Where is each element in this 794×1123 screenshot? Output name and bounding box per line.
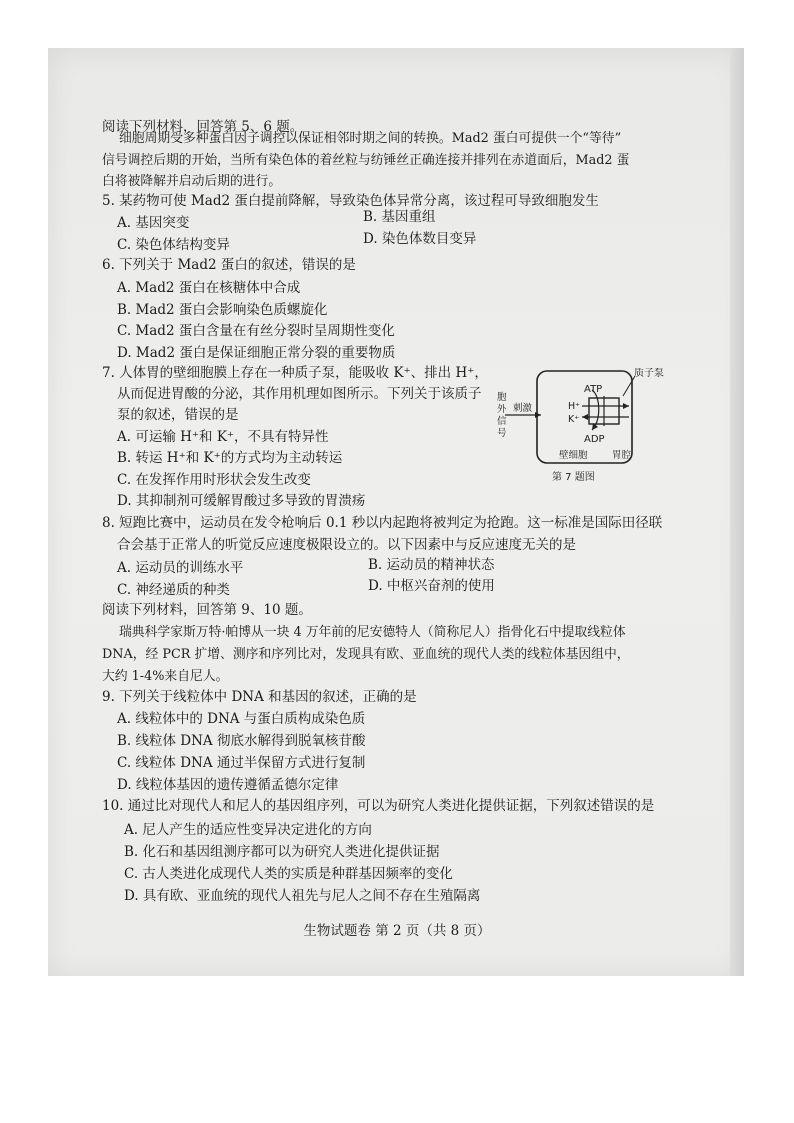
q5-stem: 5. 某药物可使 Mad2 蛋白提前降解，导致染色体异常分离，该过程可导致细胞发生: [102, 193, 599, 209]
q10-option-b: B. 化石和基因组测序都可以为研究人类进化提供证据: [124, 844, 440, 860]
q6-option-c: C. Mad2 蛋白含量在有丝分裂时呈周期性变化: [117, 323, 395, 339]
q8-stem-line-1: 8. 短跑比赛中，运动员在发令枪响后 0.1 秒以内起跑将被判定为抢跑。这一标准是国际田径联: [102, 515, 663, 531]
q10-option-c: C. 古人类进化成现代人类的实质是种群基因频率的变化: [124, 866, 453, 882]
q8-option-a: A. 运动员的训练水平: [117, 560, 244, 576]
label-stimulus: 刺激: [513, 403, 533, 414]
q5-option-d: D. 染色体数目变异: [363, 231, 477, 247]
q6-option-d: D. Mad2 蛋白是保证细胞正常分裂的重要物质: [117, 345, 396, 361]
q9-option-a: A. 线粒体中的 DNA 与蛋白质构成染色质: [117, 711, 366, 727]
proton-pump-diagram: [497, 368, 687, 486]
q5-option-b: B. 基因重组: [363, 209, 436, 225]
section1-intro: 阅读下列材料，回答第 5、6 题。: [102, 119, 304, 135]
q7-option-c: C. 在发挥作用时形状会发生改变: [117, 472, 311, 488]
q9-option-d: D. 线粒体基因的遗传遵循孟德尔定律: [117, 777, 339, 793]
label-signal-2: 外: [497, 404, 507, 415]
q5-option-a: A. 基因突变: [117, 215, 190, 231]
material2-line-2: DNA，经 PCR 扩增、测序和序列比对，发现具有欧、亚血统的现代人类的线粒体基因组中，: [102, 647, 630, 662]
label-signal-4: 号: [497, 428, 507, 439]
q6-option-b: B. Mad2 蛋白会影响染色质螺旋化: [117, 302, 328, 318]
q8-stem-line-2: 合会基于正常人的听觉反应速度极限设立的。以下因素中与反应速度无关的是: [117, 537, 576, 553]
q7-stem-line-2: 从而促进胃酸的分泌，其作用机理如图所示。下列关于该质子: [117, 386, 482, 402]
q8-option-d: D. 中枢兴奋剂的使用: [368, 578, 495, 594]
section2-intro: 阅读下列材料，回答第 9、10 题。: [102, 602, 312, 618]
label-adp: ADP: [584, 434, 605, 445]
q6-option-a: A. Mad2 蛋白在核糖体中合成: [117, 280, 301, 296]
material-line-1: 细胞周期受多种蛋白因子调控以保证相邻时期之间的转换。Mad2 蛋白可提供一个“等待”: [119, 131, 622, 146]
q9-option-c: C. 线粒体 DNA 通过半保留方式进行复制: [117, 755, 366, 771]
pump-label-leader: [623, 376, 635, 396]
label-lumen: 胃腔: [612, 450, 632, 461]
label-proton-pump: 质子泵: [634, 368, 664, 379]
q7-option-d: D. 其抑制剂可缓解胃酸过多导致的胃溃疡: [117, 493, 366, 509]
label-signal-1: 胞: [497, 392, 507, 403]
q10-stem: 10. 通过比对现代人和尼人的基因组序列，可以为研究人类进化提供证据，下列叙述错误的是: [102, 798, 655, 814]
q7-option-a: A. 可运输 H⁺和 K⁺，不具有特异性: [117, 429, 329, 445]
page-footer: 生物试题卷 第 2 页（共 8 页）: [303, 923, 491, 939]
label-h: H⁺: [568, 401, 581, 412]
label-k: K⁺: [568, 414, 580, 425]
material-line-3: 白将被降解并启动后期的进行。: [102, 174, 282, 189]
q9-option-b: B. 线粒体 DNA 彻底水解得到脱氧核苷酸: [117, 733, 366, 749]
q6-stem: 6. 下列关于 Mad2 蛋白的叙述，错误的是: [102, 257, 356, 273]
label-signal-3: 信: [497, 416, 507, 427]
q9-stem: 9. 下列关于线粒体中 DNA 和基因的叙述，正确的是: [102, 689, 417, 705]
page-edge-shadow: [730, 48, 744, 976]
q10-option-a: A. 尼人产生的适应性变异决定进化的方向: [124, 822, 372, 838]
q8-option-c: C. 神经递质的种类: [117, 582, 230, 598]
label-parietal-cell: 壁细胞: [559, 450, 588, 461]
q5-option-c: C. 染色体结构变异: [117, 237, 230, 253]
q7-option-b: B. 转运 H⁺和 K⁺的方式均为主动转运: [117, 450, 343, 466]
q7-stem-line-1: 7. 人体胃的壁细胞膜上存在一种质子泵，能吸收 K⁺、排出 H⁺，: [102, 365, 488, 381]
material2-line-3: 大约 1-4%来自尼人。: [102, 669, 229, 684]
material2-line-1: 瑞典科学家斯万特·帕博从一块 4 万年前的尼安德特人（简称尼人）指骨化石中提取线粒体: [119, 625, 626, 640]
q8-option-b: B. 运动员的精神状态: [368, 557, 495, 573]
material-line-2: 信号调控后期的开始，当所有染色体的着丝粒与纺锤丝正确连接并排列在赤道面后，Mad2 蛋: [102, 153, 630, 168]
label-atp: ATP: [584, 384, 603, 395]
q7-stem-line-3: 泵的叙述，错误的是: [117, 407, 239, 423]
q10-option-d: D. 具有欧、亚血统的现代人祖先与尼人之间不存在生殖隔离: [124, 888, 481, 904]
figure-caption: 第 7 题图: [552, 472, 595, 483]
